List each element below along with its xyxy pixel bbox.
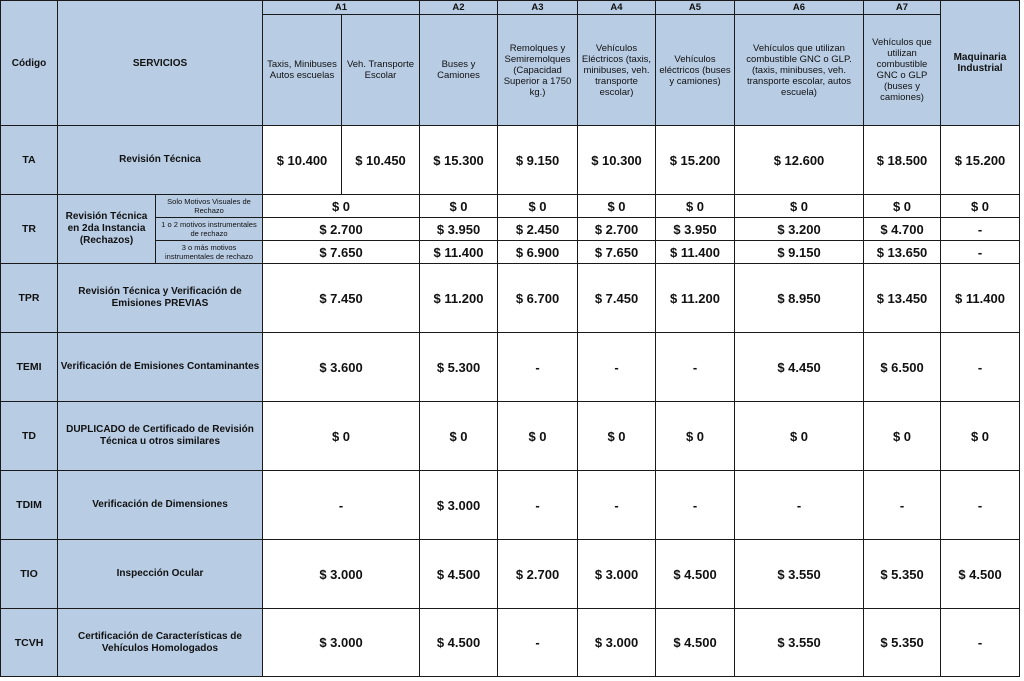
price-cell: $ 4.500 bbox=[656, 609, 735, 677]
code-cell: TIO bbox=[1, 540, 58, 609]
header-a6: Vehículos que utilizan combustible GNC o GLP. (taxis, minibuses, veh. transporte escolar, autos escuela) bbox=[735, 15, 864, 126]
price-cell: $ 10.450 bbox=[342, 126, 420, 195]
price-cell: $ 6.500 bbox=[864, 333, 941, 402]
price-cell: $ 13.650 bbox=[864, 241, 941, 264]
price-cell: $ 11.400 bbox=[420, 241, 498, 264]
price-cell: $ 15.300 bbox=[420, 126, 498, 195]
price-cell: $ 2.700 bbox=[498, 540, 578, 609]
price-cell: $ 9.150 bbox=[498, 126, 578, 195]
price-cell: $ 4.450 bbox=[735, 333, 864, 402]
price-cell: $ 0 bbox=[498, 402, 578, 471]
price-cell: $ 2.450 bbox=[498, 218, 578, 241]
price-cell: - bbox=[656, 471, 735, 540]
table-row-tio bbox=[1, 540, 1020, 609]
header-servicios: SERVICIOS bbox=[58, 1, 263, 126]
price-cell: $ 4.500 bbox=[656, 540, 735, 609]
header-a5: Vehículos eléctricos (buses y camiones) bbox=[656, 15, 735, 126]
service-cell: DUPLICADO de Certificado de Revisión Técnica u otros similares bbox=[58, 402, 263, 471]
code-cell: TEMI bbox=[1, 333, 58, 402]
header-codigo: Código bbox=[1, 1, 58, 126]
price-cell: $ 0 bbox=[735, 402, 864, 471]
service-cell: Verificación de Emisiones Contaminantes bbox=[58, 333, 263, 402]
price-cell: - bbox=[578, 333, 656, 402]
header-a3: Remolques y Semiremolques (Capacidad Superior a 1750 kg.) bbox=[498, 15, 578, 126]
price-cell: $ 7.450 bbox=[263, 264, 420, 333]
service-cell: Revisión Técnica en 2da Instancia (Rechazos) bbox=[58, 195, 156, 264]
service-cell: Revisión Técnica bbox=[58, 126, 263, 195]
price-cell: - bbox=[941, 471, 1020, 540]
service-cell: Revisión Técnica y Verificación de Emisiones PREVIAS bbox=[58, 264, 263, 333]
price-cell: $ 3.000 bbox=[420, 471, 498, 540]
price-cell: $ 0 bbox=[656, 402, 735, 471]
price-cell: - bbox=[498, 471, 578, 540]
table-row-ta bbox=[1, 126, 1020, 195]
price-cell: $ 8.950 bbox=[735, 264, 864, 333]
price-cell: - bbox=[498, 609, 578, 677]
price-cell: $ 11.200 bbox=[420, 264, 498, 333]
service-cell: Verificación de Dimensiones bbox=[58, 471, 263, 540]
table-row-tcvh bbox=[1, 609, 1020, 677]
price-cell: $ 7.650 bbox=[578, 241, 656, 264]
code-cell: TD bbox=[1, 402, 58, 471]
price-cell: $ 10.400 bbox=[263, 126, 342, 195]
header-group-a7: A7 bbox=[864, 1, 941, 15]
price-cell: $ 11.400 bbox=[656, 241, 735, 264]
rejection-reason-cell: Solo Motivos Visuales de Rechazo bbox=[156, 195, 263, 218]
price-cell: $ 12.600 bbox=[735, 126, 864, 195]
price-cell: $ 0 bbox=[420, 195, 498, 218]
header-a1-taxis: Taxis, Minibuses Autos escuelas bbox=[263, 15, 342, 126]
price-cell: $ 0 bbox=[864, 402, 941, 471]
service-cell: Certificación de Características de Vehículos Homologados bbox=[58, 609, 263, 677]
price-cell: $ 3.000 bbox=[263, 609, 420, 677]
price-cell: - bbox=[735, 471, 864, 540]
code-cell: TR bbox=[1, 195, 58, 264]
price-cell: $ 0 bbox=[498, 195, 578, 218]
price-cell: $ 0 bbox=[263, 195, 420, 218]
table-row-tr-1 bbox=[1, 195, 1020, 218]
price-cell: $ 0 bbox=[578, 195, 656, 218]
price-cell: $ 10.300 bbox=[578, 126, 656, 195]
price-cell: $ 6.900 bbox=[498, 241, 578, 264]
rejection-reason-cell: 1 o 2 motivos instrumentales de rechazo bbox=[156, 218, 263, 241]
price-cell: $ 3.000 bbox=[578, 609, 656, 677]
price-cell: - bbox=[656, 333, 735, 402]
price-cell: - bbox=[498, 333, 578, 402]
rejection-reason-cell: 3 o más motivos instrumentales de rechazo bbox=[156, 241, 263, 264]
table-row-td bbox=[1, 402, 1020, 471]
service-cell: Inspección Ocular bbox=[58, 540, 263, 609]
price-cell: $ 0 bbox=[941, 402, 1020, 471]
price-cell: $ 4.500 bbox=[941, 540, 1020, 609]
price-cell: $ 2.700 bbox=[263, 218, 420, 241]
price-cell: $ 5.350 bbox=[864, 609, 941, 677]
price-cell: $ 0 bbox=[420, 402, 498, 471]
price-cell: $ 6.700 bbox=[498, 264, 578, 333]
price-cell: $ 4.500 bbox=[420, 609, 498, 677]
code-cell: TA bbox=[1, 126, 58, 195]
price-cell: $ 3.550 bbox=[735, 609, 864, 677]
code-cell: TDIM bbox=[1, 471, 58, 540]
header-group-a2: A2 bbox=[420, 1, 498, 15]
price-cell: $ 3.000 bbox=[263, 540, 420, 609]
price-cell: $ 15.200 bbox=[656, 126, 735, 195]
price-cell: $ 0 bbox=[578, 402, 656, 471]
header-group-a6: A6 bbox=[735, 1, 864, 15]
price-cell: $ 4.500 bbox=[420, 540, 498, 609]
header-a7: Vehículos que utilizan combustible GNC o GLP (buses y camiones) bbox=[864, 15, 941, 126]
price-cell: $ 13.450 bbox=[864, 264, 941, 333]
price-cell: $ 3.200 bbox=[735, 218, 864, 241]
header-group-a4: A4 bbox=[578, 1, 656, 15]
table-row-tdim bbox=[1, 471, 1020, 540]
price-cell: $ 3.950 bbox=[656, 218, 735, 241]
price-cell: $ 7.650 bbox=[263, 241, 420, 264]
price-cell: $ 15.200 bbox=[941, 126, 1020, 195]
price-cell: - bbox=[864, 471, 941, 540]
price-cell: - bbox=[941, 241, 1020, 264]
price-cell: - bbox=[941, 218, 1020, 241]
price-cell: $ 2.700 bbox=[578, 218, 656, 241]
code-cell: TCVH bbox=[1, 609, 58, 677]
price-cell: $ 0 bbox=[864, 195, 941, 218]
header-group-a1: A1 bbox=[263, 1, 420, 15]
price-cell: $ 9.150 bbox=[735, 241, 864, 264]
table-row-temi bbox=[1, 333, 1020, 402]
price-cell: - bbox=[263, 471, 420, 540]
price-cell: $ 3.950 bbox=[420, 218, 498, 241]
price-cell: $ 5.300 bbox=[420, 333, 498, 402]
price-cell: $ 4.700 bbox=[864, 218, 941, 241]
header-a1-escolar: Veh. Transporte Escolar bbox=[342, 15, 420, 126]
price-cell: $ 0 bbox=[656, 195, 735, 218]
code-cell: TPR bbox=[1, 264, 58, 333]
price-cell: - bbox=[578, 471, 656, 540]
header-group-a3: A3 bbox=[498, 1, 578, 15]
table-row-tpr bbox=[1, 264, 1020, 333]
header-maquinaria: Maquinaria Industrial bbox=[941, 1, 1020, 126]
price-cell: $ 11.200 bbox=[656, 264, 735, 333]
price-cell: $ 3.600 bbox=[263, 333, 420, 402]
price-cell: $ 7.450 bbox=[578, 264, 656, 333]
price-cell: $ 0 bbox=[735, 195, 864, 218]
price-cell: $ 3.000 bbox=[578, 540, 656, 609]
price-cell: - bbox=[941, 609, 1020, 677]
price-cell: - bbox=[941, 333, 1020, 402]
price-cell: $ 3.550 bbox=[735, 540, 864, 609]
price-cell: $ 0 bbox=[941, 195, 1020, 218]
price-cell: $ 0 bbox=[263, 402, 420, 471]
header-a2: Buses y Camiones bbox=[420, 15, 498, 126]
price-cell: $ 5.350 bbox=[864, 540, 941, 609]
price-cell: $ 18.500 bbox=[864, 126, 941, 195]
price-cell: $ 11.400 bbox=[941, 264, 1020, 333]
header-group-a5: A5 bbox=[656, 1, 735, 15]
header-a4: Vehículos Eléctricos (taxis, minibuses, veh. transporte escolar) bbox=[578, 15, 656, 126]
